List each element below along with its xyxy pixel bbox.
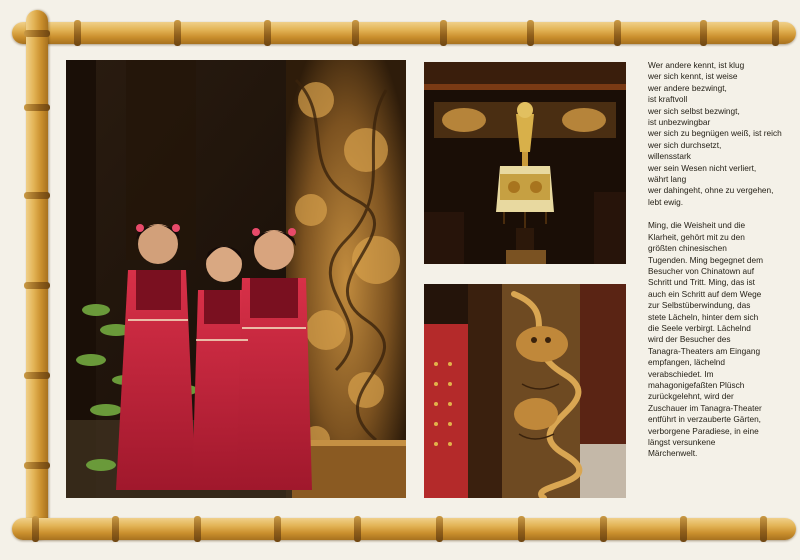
prose-line: Tanagra-Theaters am Eingang	[648, 345, 761, 356]
poem-line: Wer andere kennt, ist klug	[648, 60, 745, 70]
poem-line: wer sich zu begnügen weiß, ist reich	[648, 128, 782, 139]
poem-line: wer sich kennt, ist weise	[648, 71, 738, 82]
poem-line: ist kraftvoll	[648, 94, 688, 105]
poem-line: ist unbezwingbar	[648, 117, 711, 128]
prose-line: zur Selbstüberwindung, das	[648, 300, 751, 311]
prose-paragraph	[648, 220, 794, 460]
poem-line: wer sich selbst bezwingt,	[648, 105, 740, 116]
poem-line: wer dahingeht, ohne zu vergehen,	[648, 185, 774, 196]
prose-line: zurückgelehnt, wird der	[648, 391, 734, 402]
bamboo-frame-bottom	[12, 518, 796, 540]
prose-line: Zuschauer im Tanagra-Theater	[648, 402, 762, 413]
photo-three-women	[66, 60, 406, 498]
prose-line: mahagonigefaßten Plüsch	[648, 379, 745, 390]
photo-carved-lantern	[424, 62, 626, 264]
bamboo-frame-top	[12, 22, 796, 44]
prose-line: verborgene Paradiese, in eine	[648, 425, 759, 436]
prose-line: Tugenden. Ming begegnet dem	[648, 254, 764, 265]
poem-line: willensstark	[648, 151, 691, 162]
prose-line: wird der Besucher des	[648, 334, 731, 345]
poem	[648, 60, 794, 208]
prose-line: größten chinesischen	[648, 243, 727, 254]
prose-line: Märchenwelt.	[648, 448, 698, 459]
prose-line: Ming, die Weisheit und die	[648, 220, 746, 231]
prose-line: längst versunkene	[648, 437, 716, 447]
prose-line: die Seele verbirgt. Lächelnd	[648, 322, 751, 333]
prose-line: auch ein Schritt auf dem Wege	[648, 288, 762, 299]
prose-line: Schritt und Tritt. Ming, das ist	[648, 277, 755, 288]
prose-line: Klarheit, gehört mit zu den	[648, 231, 745, 242]
poem-line: lebt ewig.	[648, 196, 684, 207]
bamboo-frame-left	[26, 10, 48, 540]
poem-line: wer sich durchsetzt,	[648, 139, 722, 150]
poem-line: wer andere bezwingt,	[648, 82, 727, 93]
text-column	[648, 60, 794, 460]
prose-line: entführt in verzauberte Gärten,	[648, 414, 761, 425]
photo-dragon-column	[424, 284, 626, 498]
prose-line: Besucher von Chinatown auf	[648, 265, 755, 276]
poem-line: wer sein Wesen nicht verliert,	[648, 162, 757, 173]
prose-line: verabschiedet. Im	[648, 368, 714, 379]
poem-line: währt lang	[648, 174, 687, 185]
prose-line: empfangen, lächelnd	[648, 357, 726, 368]
prose-line: stete Lächeln, hinter dem sich	[648, 311, 759, 322]
